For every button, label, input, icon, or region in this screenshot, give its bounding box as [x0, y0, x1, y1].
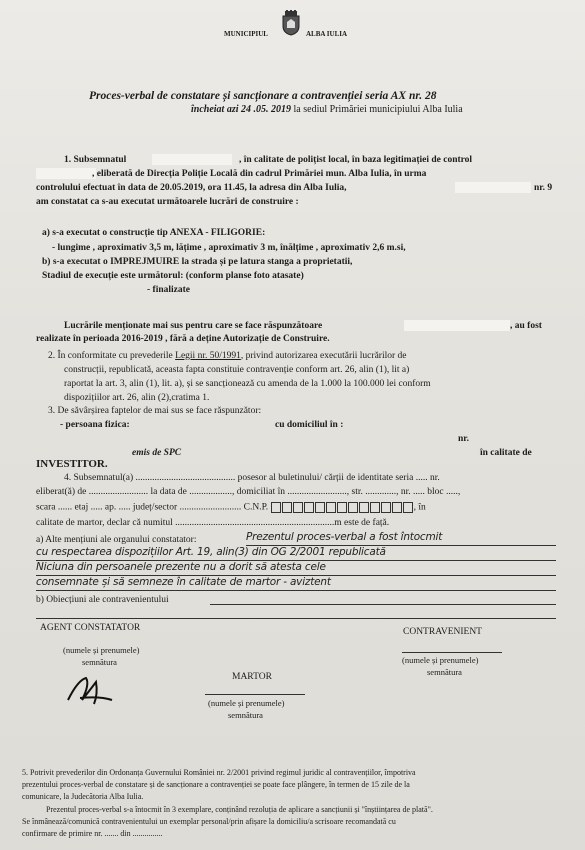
cnp-boxes [271, 503, 414, 513]
p1-line1b: , în calitate de polițist local, în baza legitimației de control [239, 155, 473, 165]
responsible-line1: Lucrările menționate mai sus pentru care se face răspunzătoare [64, 321, 323, 331]
contravenient-signature-caption: semnătura [427, 667, 462, 677]
contravenient-label: CONTRAVENIENT [403, 627, 482, 637]
objections-label: b) Obiecțiuni ale contravenientului [36, 595, 169, 605]
p4-line2: eliberat(ă) de ......................... la data de .................., domiciliat în ........................., str. ............., nr. ..... bloc ....., [36, 487, 461, 497]
p5-line3: comunicare, la Judecătoria Alba Iulia. [22, 792, 144, 801]
p3-persoana: - persoana fizica: [60, 420, 130, 430]
p1-line3-nr: nr. 9 [534, 183, 553, 193]
p4-line4: calitate de martor, declar că numitul ...................................................................m este de față. [36, 518, 390, 528]
responsible-line1-end: , au fost [510, 321, 542, 331]
p4-line1: 4. Subsemnatul(a) .......................................... posesor al buletinului/ cărții de identitate seria ..... nr. [64, 473, 440, 483]
cnp-digit-box [381, 502, 391, 513]
header-alba-iulia: ALBA IULIA [306, 30, 348, 38]
p3-in-calitate: în calitate de [480, 448, 532, 458]
p5-line6: confirmare de primire nr. ....... din ............... [22, 829, 163, 838]
cnp-digit-box [337, 502, 347, 513]
work-a-dimensions: - lungime , aproximativ 3,5 m, lățime , aproximativ 3 m, înălțime , aproximativ 2,6 m.si, [52, 243, 406, 253]
p1-line1a: 1. Subsemnatul [64, 155, 127, 165]
responsible-line2: realizate în perioada 2016-2019 , fără a deține Autorizație de Construire. [36, 334, 330, 344]
p4-line3: scara ...... etaj ..... ap. ..... județ/sector .......................... C.N.P. , în [36, 502, 426, 513]
martor-name-caption: (numele și prenumele) [208, 698, 285, 708]
p3-domiciliul: cu domiciliul în : [275, 420, 344, 430]
p1-line3: controlului efectuat în data de 20.05.2019, ora 11.45, la adresa din Alba Iulia, [36, 183, 347, 193]
p5-line5: Se înmânează/comunică contravenientului un exemplar personal/prin afișare la domiciliu/a scrisoare recomandată cu [22, 817, 396, 826]
p3-investitor: INVESTITOR. [36, 458, 108, 470]
martor-signature-caption: semnătura [228, 710, 263, 720]
work-b: b) s-a executat o IMPREJMUIRE la strada și pe latura stanga a proprietatii, [42, 257, 353, 267]
cnp-digit-box [304, 502, 314, 513]
mentions-label: a) Alte mențiuni ale organului constatator: [36, 535, 197, 545]
cnp-digit-box [348, 502, 358, 513]
p2-line3: raportat la art. 3, alin (1), lit. a), și se sancționează cu amenda de la 1.000 la 100.000 lei conform [64, 379, 431, 389]
p1-line2: , eliberată de Direcția Poliție Locală din cadrul Primăriei mun. Alba Iulia, în urma [92, 169, 427, 179]
cnp-digit-box [271, 502, 281, 513]
header-municipiul: MUNICIPIUL [224, 30, 268, 38]
work-a: a) s-a executat o construcție tip ANEXA - FILIGORIE: [42, 228, 266, 238]
martor-label: MARTOR [232, 672, 272, 682]
cnp-digit-box [282, 502, 292, 513]
work-stadiu: Stadiul de execuție este următorul: (conform planse foto atasate) [42, 271, 304, 281]
agent-name-caption: (numele și prenumele) [63, 645, 140, 655]
p2-line1: 2. În conformitate cu prevederile Legii nr. 50/1991, privind autorizarea executării lucrărilor de [48, 351, 407, 361]
coat-of-arms-icon [280, 10, 302, 36]
p2-line4: dispozițiilor art. 26, alin (2),cratima 1. [64, 393, 210, 403]
p3-nr: nr. [458, 434, 470, 444]
agent-signature-caption: semnătura [82, 657, 117, 667]
p2-line2: construcții, republicată, aceasta fapta constituie contravenție conform art. 26, alin (1), lit a) [64, 365, 410, 375]
agent-signature-icon [60, 670, 120, 710]
cnp-digit-box [392, 502, 402, 513]
p3-emis: emis de SPC [132, 448, 182, 458]
handwritten-line2: cu respectarea dispozițiilor Art. 19, alin(3) din OG 2/2001 republicată [36, 546, 386, 558]
contravenient-name-caption: (numele și prenumele) [402, 655, 479, 665]
p1-line4: am constatat ca s-au executat următoarele lucrări de construire : [36, 197, 299, 207]
p5-line4: Prezentul proces-verbal s-a întocmit în 3 exemplare, conținând rezoluția de aplicare a sancțiunii și "înștiințarea de plată". [46, 805, 433, 814]
p3-line1: 3. De săvârșirea faptelor de mai sus se face răspunzător: [48, 406, 262, 416]
cnp-digit-box [326, 502, 336, 513]
handwritten-line3: Niciuna din persoanele prezente nu a dorit să atesta cele [36, 561, 326, 573]
cnp-digit-box [293, 502, 303, 513]
cnp-digit-box [370, 502, 380, 513]
cnp-digit-box [359, 502, 369, 513]
handwritten-line1: Prezentul proces-verbal a fost întocmit [246, 531, 443, 543]
document-title: Proces-verbal de constatare și sancționare a contravenției seria AX nr. 28 [89, 90, 437, 102]
document-date-line: încheiat azi 24 .05. 2019 la sediul Primăriei municipiului Alba Iulia [191, 104, 463, 115]
cnp-digit-box [315, 502, 325, 513]
work-finalizate: - finalizate [147, 285, 191, 295]
agent-constatator-label: AGENT CONSTATATOR [40, 623, 141, 633]
handwritten-line4: consemnate și să semneze în calitate de martor - aviztent [36, 576, 331, 588]
p5-line1: 5. Potrivit prevederilor din Ordonanța Guvernului României nr. 2/2001 privind regimul juridic al contravențiilor, împotriva [22, 768, 416, 777]
p5-line2: prezentului proces-verbal de constatare și de sancționare a contravenției se poate face plângere, în termen de 15 zile de la [22, 780, 410, 789]
cnp-digit-box [403, 502, 413, 513]
